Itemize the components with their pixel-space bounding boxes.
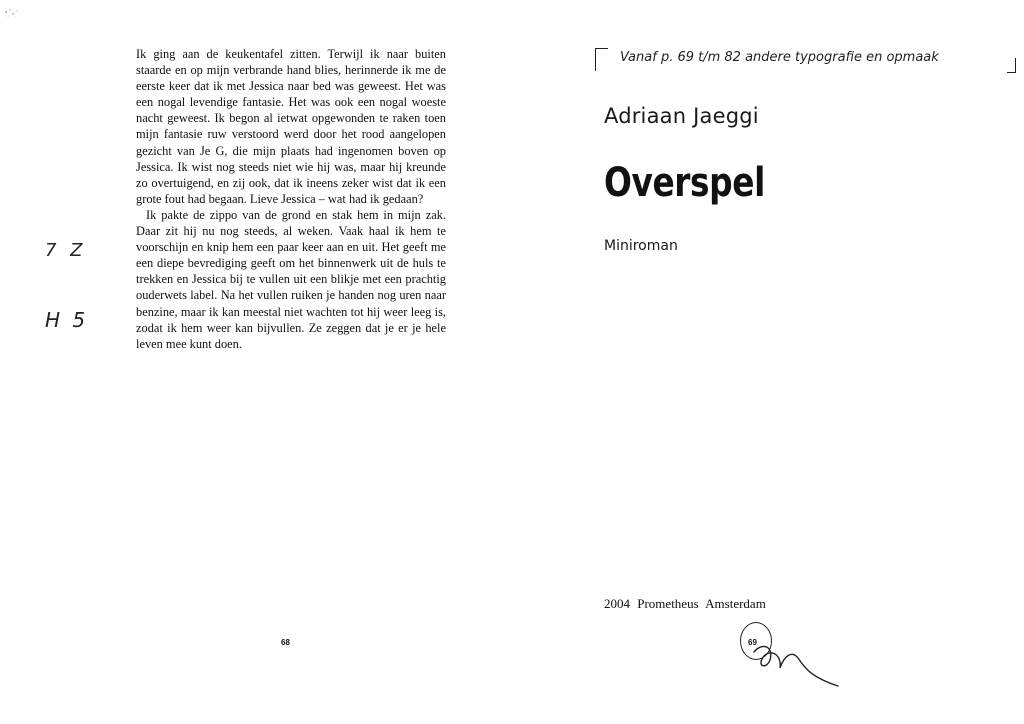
paragraph-1: Ik ging aan de keukentafel zitten. Terwijl ik naar buiten staarde en op mijn verbrande hand blies, herinnerde ik me de eerste keer dat ik met Jessica naar bed was geweest. Het was een nogal levendige fantasie. Het was ook een nogal woeste nacht geweest. Ik begon al ietwat opgewonden te raken toen mijn fantasie ruw verstoord werd door het rood aangelopen gezicht van Je G, die mijn plaats had ingenomen boven op Jessica. Ik wist nog steeds niet wie hij was, maar hij kreunde zo overtuigend, en zij ook, dat ik ineens zeker wist dat ik een grote fout had begaan. Lieve Jessica – wat had ik gedaan?: [136, 47, 446, 206]
book-title: Overspel: [604, 160, 765, 206]
author-name: Adriaan Jaeggi: [604, 104, 759, 128]
margin-note-2: H 5: [45, 308, 89, 332]
page-number-right: 69: [748, 638, 757, 647]
right-page: [512, 0, 1024, 724]
book-subtitle: Miniroman: [604, 238, 678, 254]
handwritten-initials-icon: [734, 612, 854, 692]
margin-note-1: 7 Z: [45, 240, 87, 261]
bracket-close-icon: [1007, 58, 1016, 73]
page-number-left: 68: [281, 638, 290, 647]
scan-speck-icon: [2, 6, 22, 20]
imprint: 2004 Prometheus Amsterdam: [604, 596, 766, 611]
body-text: [136, 46, 446, 352]
handwritten-note: Vanaf p. 69 t/m 82 andere typografie en opmaak: [620, 50, 939, 65]
paragraph-2: Ik pakte de zippo van de grond en stak hem in mijn zak. Daar zit hij nu nog steeds, al weken. Vaak haal ik hem te voorschijn en knip hem een paar keer aan en uit. Het geeft me een diepe bevrediging geeft om het binnenwerk uit de huls te trekken en Jessica bij te vullen uit een blikje met een prachtig ouderwets label. Na het vullen ruiken je handen nog uren naar benzine, maar ik kan meestal niet wachten tot hij weer leeg is, zodat ik hem weer kan bijvullen. Ze zeggen dat je er je hele leven mee kunt doen.: [136, 207, 446, 351]
